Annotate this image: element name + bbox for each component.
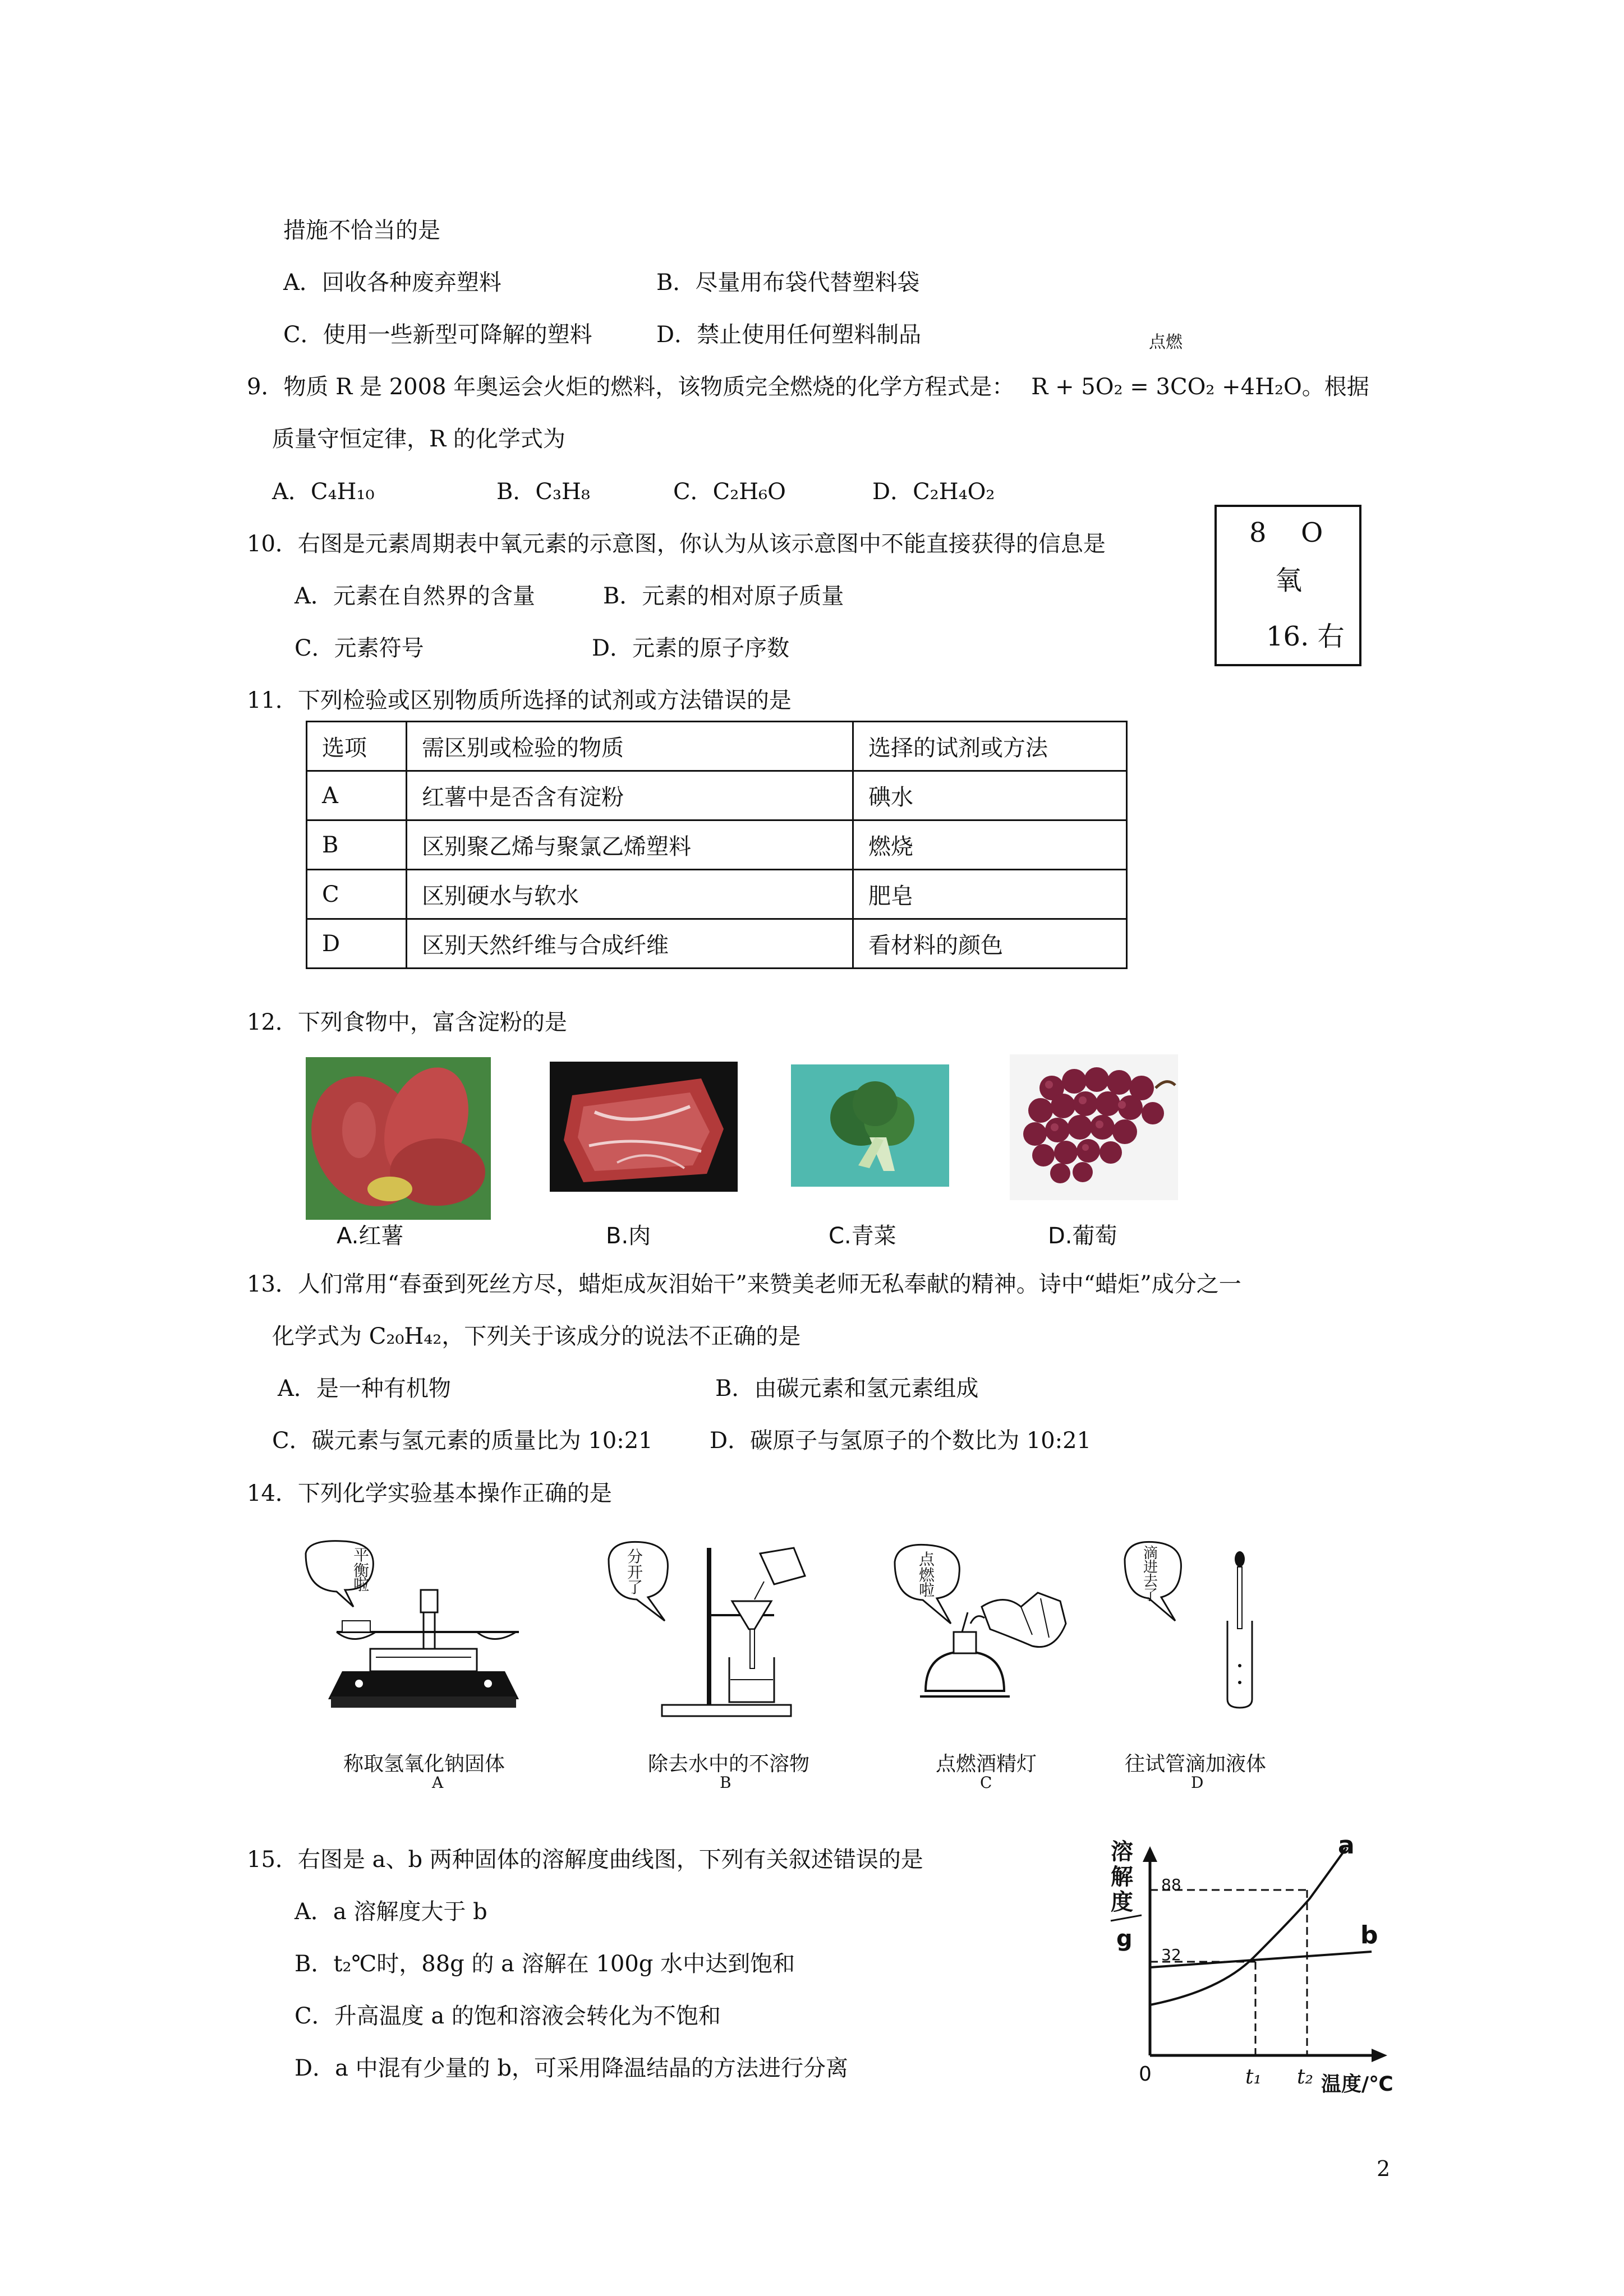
y-unit-divider	[1111, 1915, 1142, 1921]
alcohol-lamp-figure	[892, 1539, 1094, 1719]
bubble-text-a1: 平	[353, 1546, 370, 1564]
y-axis-label-1: 溶	[1111, 1839, 1133, 1865]
curve-a-label: a	[1338, 1834, 1355, 1860]
q12-stem: 12．下列食物中，富含淀粉的是	[247, 1009, 567, 1035]
table-header: 选择的试剂或方法	[853, 722, 1127, 771]
q10-option-b: B．元素的相对原子质量	[603, 583, 844, 609]
curve-b-label: b	[1360, 1921, 1378, 1949]
figure-caption-a: 称取氢氧化钠固体	[343, 1753, 505, 1776]
photo-caption-c: C.青菜	[829, 1223, 896, 1249]
figure-caption-b: 除去水中的不溶物	[648, 1753, 810, 1776]
bubble-text-b3: 了	[627, 1578, 643, 1597]
bubble-text-b1: 分	[627, 1547, 643, 1566]
y-tick-32: 32	[1161, 1945, 1181, 1964]
element-symbol: O	[1301, 517, 1323, 548]
x-axis-label: 温度/℃	[1321, 2073, 1393, 2096]
bubble-text-d3: 去	[1143, 1573, 1158, 1590]
q8-option-b: B．尽量用布袋代替塑料袋	[656, 270, 920, 296]
q10-option-a: A．元素在自然界的含量	[295, 583, 535, 609]
table-header-row	[307, 722, 1127, 771]
figure-caption-c: 点燃酒精灯	[936, 1753, 1037, 1776]
q15-option-b: B．t₂℃时，88g 的 a 溶解在 100g 水中达到饱和	[295, 1951, 795, 1977]
q10-option-c: C．元素符号	[295, 635, 424, 661]
q13-stem-line1: 13．人们常用“春蚕到死丝方尽，蜡炬成灰泪始干”来赞美老师无私奉献的精神。诗中“蜡炬”成分之一	[247, 1271, 1241, 1297]
table-cell: 肥皂	[853, 870, 1127, 919]
q14-stem: 14．下列化学实验基本操作正确的是	[247, 1481, 612, 1506]
curve-a	[1150, 1848, 1346, 2005]
q13-option-c: C．碳元素与氢元素的质量比为 10:21	[272, 1428, 653, 1454]
t2-label: t₂	[1297, 2066, 1313, 2088]
figure-letter-b: B	[720, 1773, 732, 1792]
table-cell: 看材料的颜色	[853, 919, 1127, 969]
green-vegetable-image	[791, 1064, 949, 1187]
q10-option-d: D．元素的原子序数	[592, 635, 790, 661]
table-header: 需区别或检验的物质	[407, 722, 853, 771]
q8-option-a: A．回收各种废弃塑料	[283, 270, 502, 296]
solubility-curve-graph	[1108, 1834, 1422, 2103]
y-axis-label-3: 度	[1111, 1889, 1133, 1915]
table-row	[307, 919, 1127, 969]
q9-option-b: B．C₃H₈	[496, 479, 590, 505]
bubble-text-a2: 衡	[353, 1561, 370, 1580]
y-tick-88: 88	[1161, 1875, 1181, 1894]
table-cell: 燃烧	[853, 820, 1127, 870]
reagent-table	[306, 721, 1128, 969]
dropper-figure	[1122, 1537, 1268, 1722]
curve-b	[1150, 1952, 1372, 1967]
table-header: 选项	[307, 722, 407, 771]
figure-letter-a: A	[432, 1773, 444, 1792]
q9-option-a: A．C₄H₁₀	[272, 479, 375, 505]
photo-caption-a: A.红薯	[337, 1223, 404, 1249]
bubble-text-c3: 啦	[919, 1581, 935, 1599]
table-row	[307, 820, 1127, 870]
table-cell: 碘水	[853, 771, 1127, 820]
q8-stem-continued: 措施不恰当的是	[283, 218, 440, 243]
q13-option-b: B．由碳元素和氢元素组成	[715, 1376, 979, 1401]
bubble-text-c1: 点	[919, 1550, 935, 1569]
reaction-condition: 点燃	[1149, 333, 1183, 352]
q9-option-d: D．C₂H₄O₂	[872, 479, 995, 505]
figure-caption-d: 往试管滴加液体	[1125, 1753, 1267, 1776]
q13-option-a: A．是一种有机物	[278, 1376, 451, 1401]
table-cell: 区别硬水与软水	[407, 870, 853, 919]
bubble-text-d2: 进	[1143, 1559, 1158, 1576]
atomic-mass: 16. 右	[1266, 621, 1345, 652]
grapes-image	[1010, 1054, 1178, 1200]
y-axis-arrow	[1143, 1846, 1157, 1862]
q15-option-d: D．a 中混有少量的 b，可采用降温结晶的方法进行分离	[295, 2055, 848, 2081]
page-number: 2	[1377, 2156, 1391, 2181]
q9-stem	[247, 372, 1369, 402]
photo-caption-b: B.肉	[606, 1223, 651, 1249]
q10-stem: 10．右图是元素周期表中氧元素的示意图，你认为从该示意图中不能直接获得的信息是	[247, 531, 1106, 557]
table-cell: 区别天然纤维与合成纤维	[407, 919, 853, 969]
figure-letter-d: D	[1191, 1773, 1204, 1792]
atomic-number: 8	[1249, 517, 1267, 548]
t1-label: t₁	[1245, 2066, 1262, 2088]
svg-text:溶 解 度	[1111, 1839, 1141, 1915]
q9-stem-line2: 质量守恒定律，R 的化学式为	[272, 426, 565, 452]
table-cell: 红薯中是否含有淀粉	[407, 771, 853, 820]
table-cell: D	[307, 919, 407, 969]
table-cell: B	[307, 820, 407, 870]
table-row	[307, 771, 1127, 820]
q11-stem: 11．下列检验或区别物质所选择的试剂或方法错误的是	[247, 688, 792, 713]
photo-caption-d: D.葡萄	[1048, 1223, 1117, 1249]
bubble-text-c2: 燃	[919, 1566, 935, 1584]
sweet-potato-image	[306, 1057, 491, 1220]
meat-image	[550, 1062, 738, 1192]
chemical-equation: R + 5O₂ = 3CO₂ +4H₂O	[1031, 374, 1302, 400]
table-cell: 区别聚乙烯与聚氯乙烯塑料	[407, 820, 853, 870]
q9-stem-tail: 。根据	[1301, 374, 1369, 400]
x-axis-arrow	[1372, 2049, 1387, 2062]
bubble-text-d4: 了	[1143, 1587, 1158, 1604]
q13-stem-line2: 化学式为 C₂₀H₄₂，下列关于该成分的说法不正确的是	[272, 1324, 801, 1349]
q15-stem: 15．右图是 a、b 两种固体的溶解度曲线图，下列有关叙述错误的是	[247, 1847, 923, 1873]
figure-letter-c: C	[980, 1773, 992, 1792]
element-name: 氧	[1275, 565, 1303, 596]
svg-text:平 衡 啦	[353, 1546, 374, 1594]
q15-option-c: C．升高温度 a 的饱和溶液会转化为不饱和	[295, 2003, 721, 2029]
q15-option-a: A．a 溶解度大于 b	[295, 1899, 487, 1925]
table-row	[307, 870, 1127, 919]
bubble-text-d1: 滴	[1143, 1545, 1158, 1562]
q9-option-c: C．C₂H₆O	[673, 479, 786, 505]
bubble-text-b2: 开	[627, 1563, 643, 1582]
table-cell: C	[307, 870, 407, 919]
origin-label: 0	[1139, 2063, 1152, 2086]
bubble-text-a3: 啦	[353, 1575, 370, 1594]
q9-stem-text: 9．物质 R 是 2008 年奥运会火炬的燃料，该物质完全燃烧的化学方程式是：	[247, 374, 1015, 400]
table-cell: A	[307, 771, 407, 820]
oxygen-element-box	[1214, 505, 1361, 666]
filtration-figure	[606, 1537, 830, 1722]
balance-scale-figure	[297, 1537, 533, 1722]
y-axis-unit: g	[1116, 1926, 1133, 1952]
q8-option-d: D．禁止使用任何塑料制品	[656, 322, 922, 348]
q13-option-d: D．碳原子与氢原子的个数比为 10:21	[710, 1428, 1092, 1454]
y-axis-label-2: 解	[1111, 1864, 1133, 1890]
q8-option-c: C．使用一些新型可降解的塑料	[283, 322, 592, 348]
